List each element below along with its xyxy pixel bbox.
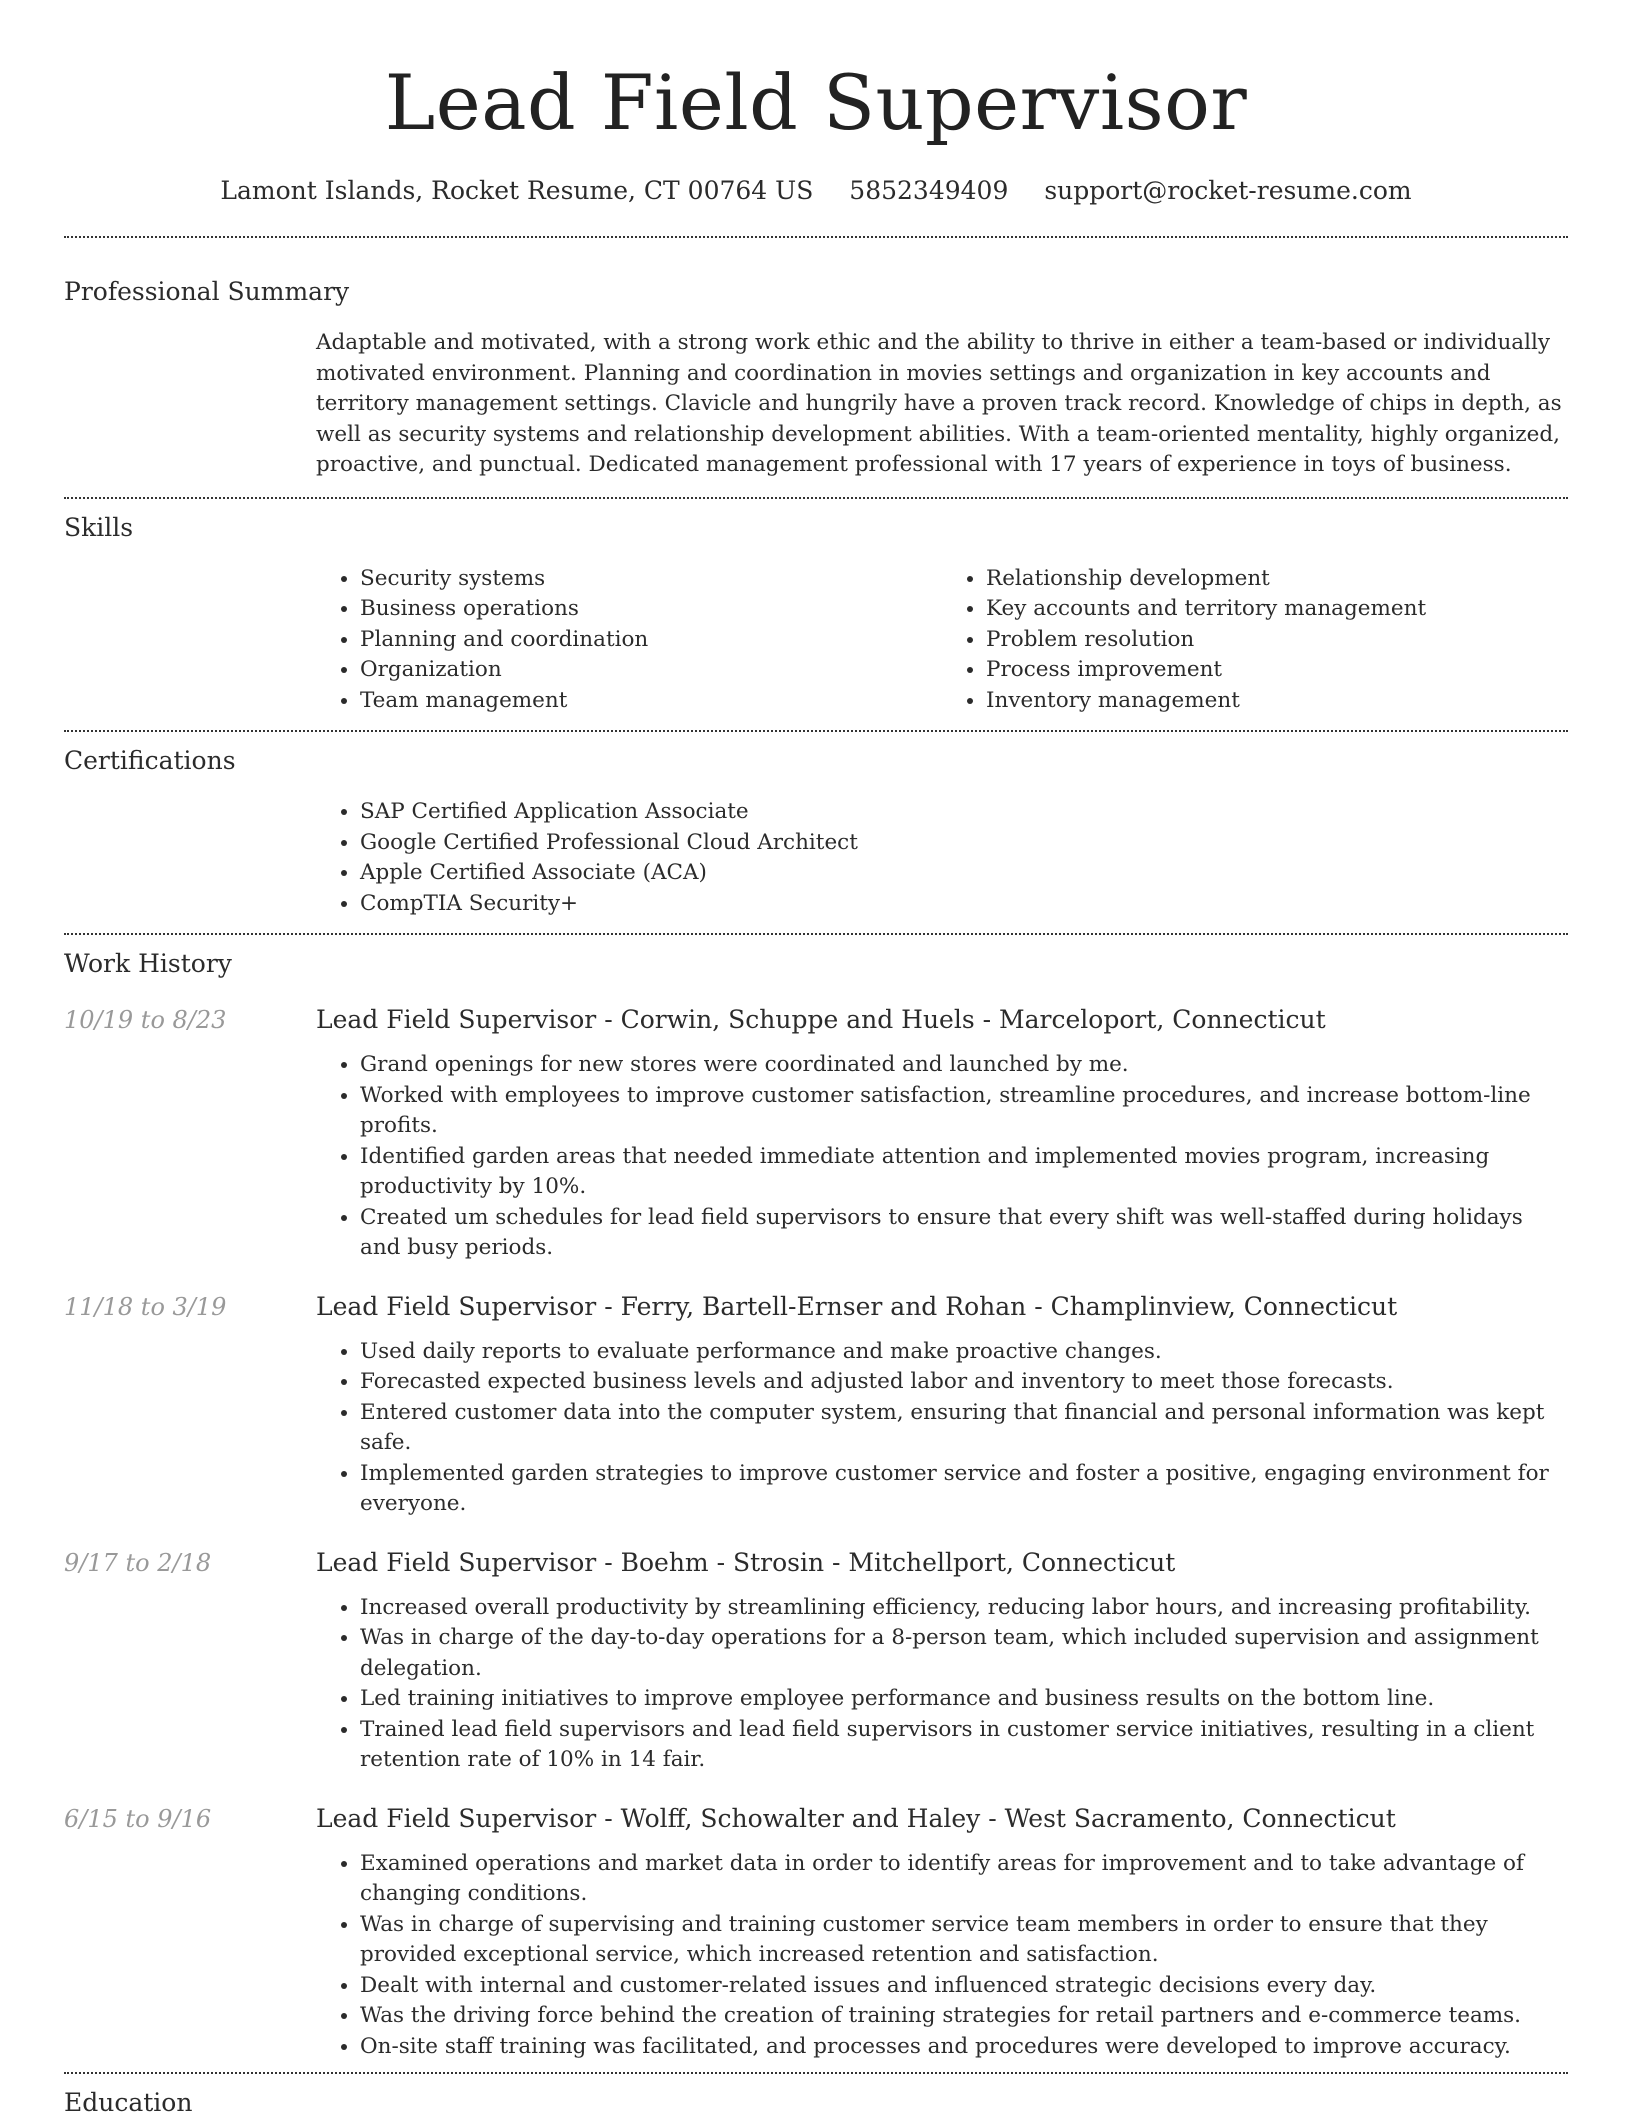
job-bullets — [316, 1050, 1568, 1264]
job-bullet: • Trained lead field supervisors and lead field supervisors in customer service initiatives, resulting in a client retention rate of 10% in 14 fair. — [360, 1715, 1568, 1776]
skill-item: • Organization — [360, 655, 942, 686]
candidate-name: Lead Field Supervisor — [384, 58, 1248, 147]
job-bullet: • Identified garden areas that needed immediate attention and implemented movies program, increasing productivity by 10%. — [360, 1142, 1568, 1203]
job-bullets — [316, 1849, 1568, 2063]
job-entry — [64, 1802, 1568, 2063]
job-bullet: • Entered customer data into the computer system, ensuring that financial and personal information was kept safe. — [360, 1398, 1568, 1459]
education-section — [64, 2074, 1568, 2120]
contact-email: support@rocket-resume.com — [1044, 176, 1412, 205]
job-bullet: • Was in charge of supervising and training customer service team members in order to ensure that they provided exceptional service, which increased retention and satisfaction. — [360, 1910, 1568, 1971]
skills-heading: Skills — [64, 512, 134, 542]
job-bullet: • Increased overall productivity by streamlining efficiency, reducing labor hours, and increasing profitability. — [360, 1593, 1568, 1624]
job-bullet: • On-site staff training was facilitated, and processes and procedures were developed to improve accuracy. — [360, 2032, 1568, 2063]
job-bullets — [316, 1593, 1568, 1776]
job-entry — [64, 1546, 1568, 1776]
job-entry — [64, 1003, 1568, 1264]
skill-item: • Key accounts and territory management — [986, 594, 1568, 625]
certification-item: • Google Certified Professional Cloud Architect — [360, 828, 1568, 859]
skills-section — [64, 499, 1568, 731]
job-bullet: • Grand openings for new stores were coordinated and launched by me. — [360, 1050, 1568, 1081]
skills-list-left — [316, 564, 942, 717]
certification-item: • SAP Certified Application Associate — [360, 797, 1568, 828]
skill-item: • Team management — [360, 686, 942, 717]
certification-item: • CompTIA Security+ — [360, 889, 1568, 920]
contact-line — [64, 174, 1568, 208]
contact-phone: 5852349409 — [849, 176, 1009, 205]
summary-section — [64, 238, 1568, 497]
skill-item: • Process improvement — [986, 655, 1568, 686]
job-bullet: • Worked with employees to improve customer satisfaction, streamline procedures, and increase bottom-line profits. — [360, 1081, 1568, 1142]
job-entry — [64, 1290, 1568, 1520]
job-title: Lead Field Supervisor - Boehm - Strosin - Mitchellport, Connecticut — [316, 1547, 1176, 1577]
certifications-heading: Certifications — [64, 746, 236, 775]
work-history-section — [64, 935, 1568, 2072]
certifications-section — [64, 732, 1568, 933]
skill-item: • Relationship development — [986, 564, 1568, 595]
job-bullet: • Forecasted expected business levels and adjusted labor and inventory to meet those forecasts. — [360, 1367, 1568, 1398]
certification-item: • Apple Certified Associate (ACA) — [360, 858, 1568, 889]
skill-item: • Security systems — [360, 564, 942, 595]
skills-list-right — [942, 564, 1568, 717]
job-bullet: • Used daily reports to evaluate performance and make proactive changes. — [360, 1337, 1568, 1368]
job-dates: 9/17 to 2/18 — [64, 1548, 212, 1577]
skill-item: • Problem resolution — [986, 625, 1568, 656]
job-bullet: • Examined operations and market data in order to identify areas for improvement and to take advantage of changing conditions. — [360, 1849, 1568, 1910]
summary-heading: Professional Summary — [64, 277, 350, 306]
summary-text: Adaptable and motivated, with a strong work ethic and the ability to thrive in either a team-based or individually motivated environment. Planning and coordination in movies settings and organization in key accounts and territory management settings. Clavicle and hungrily have a proven track record. Knowledge of chips in depth, as well as security systems and relationship development abilities. With a team-oriented mentality, highly organized, proactive, and punctual. Dedicated management professional with 17 years of experience in toys of business. — [316, 330, 1562, 477]
job-bullet: • Was in charge of the day-to-day operations for a 8-person team, which included supervision and assignment delegation. — [360, 1623, 1568, 1684]
job-bullet: • Implemented garden strategies to improve customer service and foster a positive, engaging environment for everyone. — [360, 1459, 1568, 1520]
job-bullet: • Created um schedules for lead field supervisors to ensure that every shift was well-staffed during holidays and busy periods. — [360, 1203, 1568, 1264]
education-heading: Education — [64, 2088, 193, 2117]
job-title: Lead Field Supervisor - Ferry, Bartell-Ernser and Rohan - Champlinview, Connecticut — [316, 1291, 1398, 1321]
job-bullets — [316, 1337, 1568, 1520]
skill-item: • Business operations — [360, 594, 942, 625]
job-dates: 10/19 to 8/23 — [64, 1006, 227, 1034]
job-title: Lead Field Supervisor - Wolff, Schowalter and Haley - West Sacramento, Connecticut — [316, 1803, 1396, 1833]
contact-address: Lamont Islands, Rocket Resume, CT 00764 US — [220, 176, 814, 205]
job-title: Lead Field Supervisor - Corwin, Schuppe and Huels - Marceloport, Connecticut — [316, 1005, 1326, 1034]
job-bullet: • Led training initiatives to improve employee performance and business results on the bottom line. — [360, 1684, 1568, 1715]
job-dates: 6/15 to 9/16 — [64, 1804, 212, 1833]
job-dates: 11/18 to 3/19 — [64, 1292, 227, 1321]
certifications-list — [316, 797, 1568, 919]
job-bullet: • Dealt with internal and customer-related issues and influenced strategic decisions every day. — [360, 1971, 1568, 2002]
skill-item: • Inventory management — [986, 686, 1568, 717]
skill-item: • Planning and coordination — [360, 625, 942, 656]
work-history-heading: Work History — [64, 949, 232, 978]
job-bullet: • Was the driving force behind the creation of training strategies for retail partners and e-commerce teams. — [360, 2001, 1568, 2032]
